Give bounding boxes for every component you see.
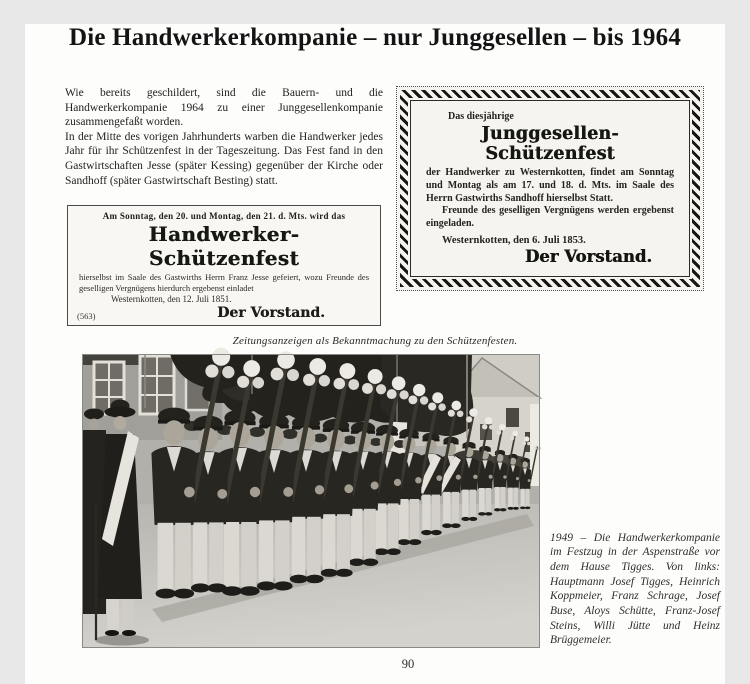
ad-1853-body-1: der Handwerker zu Westernkotten, findet am Sonntag und Montag als am 17. und 18. d. Mts. im Saale des Herrn Gastwirths Sandhoff hierselbst Statt.	[426, 167, 674, 204]
ad-1851-headline: Handwerker-Schützenfest	[148, 222, 300, 271]
newspaper-ad-1851	[67, 205, 381, 326]
ad-1851-body: hierselbst im Saale des Gastwirths Herrn Franz Jesse gefeiert, wozu Freunde des geselligen Vergnügens hierdurch ergebenst einladet	[79, 272, 369, 293]
ad-1853-body-2: Freunde des geselligen Vergnügens werden ergebenst eingeladen.	[426, 205, 674, 230]
photo-row	[82, 354, 725, 648]
ad-1853-content	[410, 100, 690, 277]
parade-photo	[82, 354, 540, 648]
page-title: Die Handwerkerkompanie – nur Junggesellen – bis 1964	[68, 24, 682, 51]
ads-caption: Zeitungsanzeigen als Bekanntmachung zu den Schützenfesten.	[232, 335, 518, 348]
intro-paragraph-2: In der Mitte des vorigen Jahrhunderts warben die Handwerker jedes Jahr für ihr Schützenfest in der Tageszeitung. Das Fest fand in den Gastwirtschaften Jesse (später Kessing) gegenüber der Kirche oder Sandhoff (später Gastwirtschaft Besting) statt.	[65, 130, 383, 187]
ad-1853-ornamental-border	[400, 90, 700, 287]
book-page	[25, 24, 725, 684]
left-column	[65, 86, 383, 326]
intro-paragraph-1: Wie bereits geschildert, sind die Bauern- und die Handwerkerkompanie 1964 zu einer Junggesellenkompanie zusammengefaßt worden.	[65, 87, 383, 129]
photo-caption: 1949 – Die Handwerkerkompanie im Festzug in der Aspenstraße vor dem Hause Tigges. Von links: Hauptmann Josef Tigges, Heinrich Koppmeier, Franz Schrage, Josef Buse, Aloys Schütte, Franz-Josef Steins, Willi Jütte und Heinz Brüggemeier.	[550, 531, 720, 647]
ad-1853-signature: Der Vorstand.	[524, 246, 652, 266]
ad-1853-headline: Junggesellen-Schützenfest	[481, 124, 619, 164]
ad-1851-placeline: Westernkotten, den 12. Juli 1851.	[111, 294, 232, 305]
ad-1851-signature: Der Vorstand.	[217, 305, 325, 322]
top-section	[65, 86, 703, 326]
ad-1853-placeline: Westernkotten, den 6. Juli 1853.	[442, 234, 586, 246]
newspaper-ad-1853	[396, 86, 704, 291]
ad-1851-bottom-row	[77, 305, 371, 321]
ad-1851-number: (563)	[77, 311, 96, 322]
ad-1851-dateline: Am Sonntag, den 20. und Montag, den 21. d. Mts. wird das	[102, 211, 346, 222]
ad-1853-intro: Das diesjährige	[448, 111, 514, 122]
page-number: 90	[401, 657, 415, 672]
